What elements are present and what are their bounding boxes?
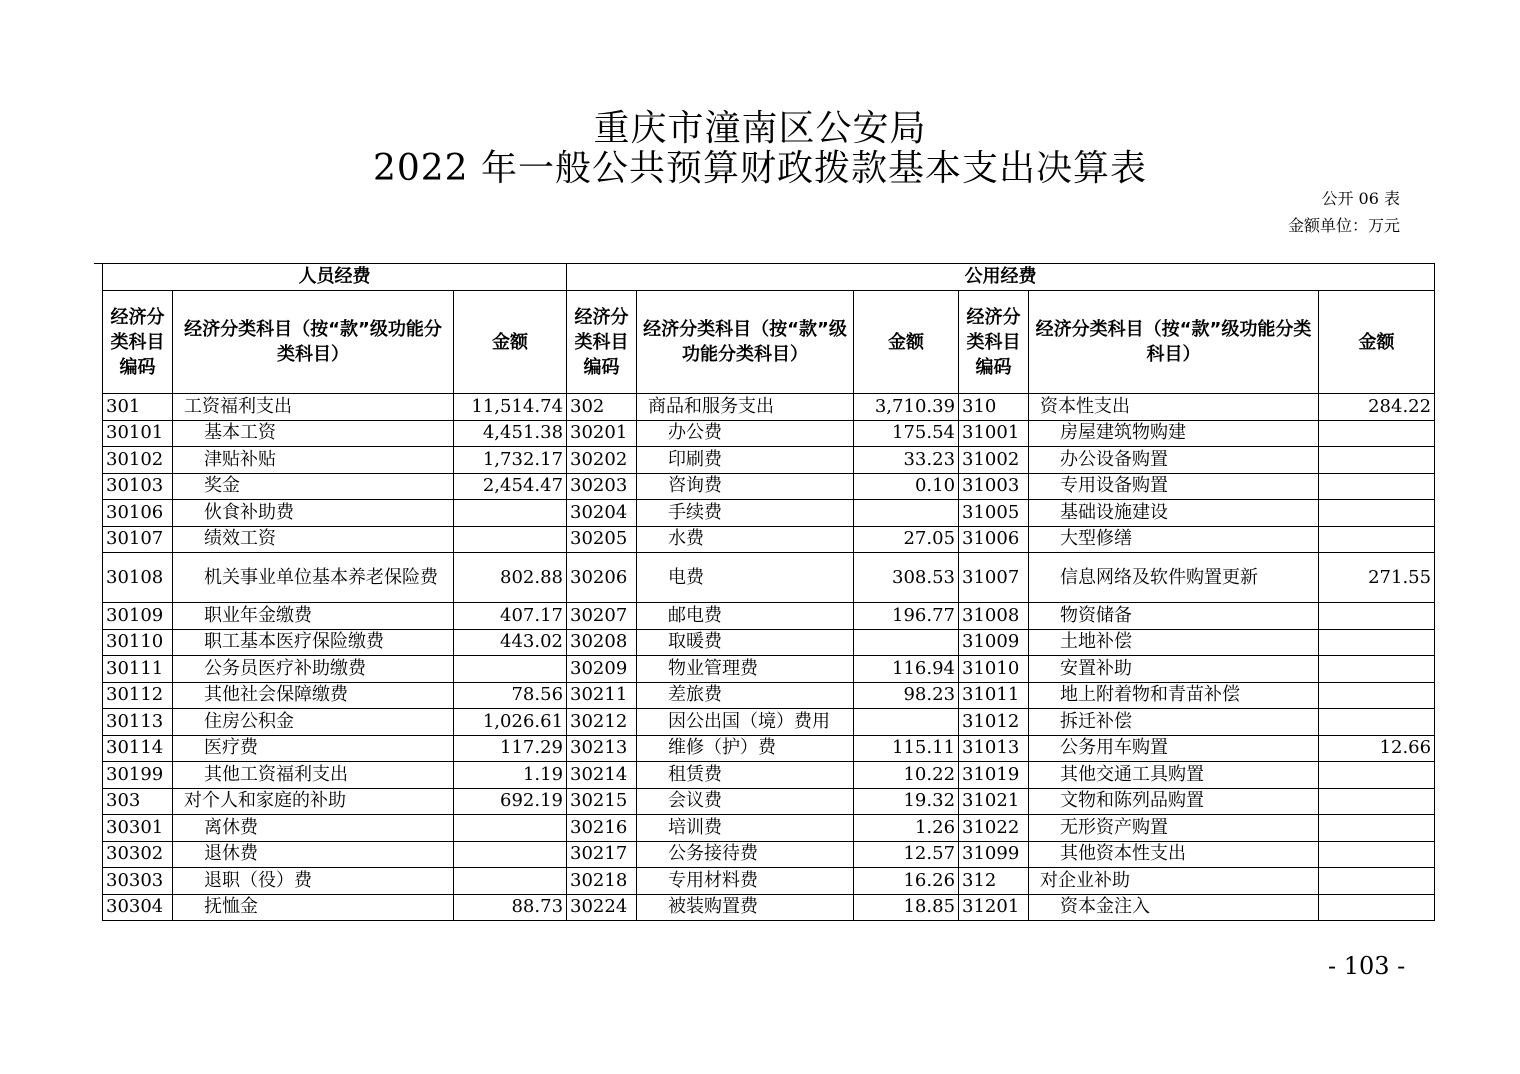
table-row (103, 526, 1435, 553)
cell-name: 专用材料费 (637, 868, 854, 895)
cell-amount (454, 815, 567, 842)
cell-amount: 16.26 (854, 868, 959, 895)
cell-name: 专用设备购置 (1029, 473, 1319, 500)
cell-name: 物资储备 (1029, 603, 1319, 630)
cell-amount (1319, 447, 1435, 474)
cell-amount (1319, 841, 1435, 868)
cell-code: 30110 (103, 629, 173, 656)
cell-code: 30101 (103, 420, 173, 447)
cell-code: 31201 (959, 894, 1029, 921)
cell-amount (1319, 420, 1435, 447)
cell-name: 公务接待费 (637, 841, 854, 868)
cell-amount: 0.10 (854, 473, 959, 500)
cell-amount: 1,732.17 (454, 447, 567, 474)
cell-amount (1319, 894, 1435, 921)
cell-code: 30207 (567, 603, 637, 630)
cell-code: 31002 (959, 447, 1029, 474)
cell-amount: 12.57 (854, 841, 959, 868)
cell-name: 维修（护）费 (637, 735, 854, 762)
cell-name: 培训费 (637, 815, 854, 842)
cell-name: 被装购置费 (637, 894, 854, 921)
cell-amount: 443.02 (454, 629, 567, 656)
cell-amount: 196.77 (854, 603, 959, 630)
cell-code: 31008 (959, 603, 1029, 630)
cell-amount: 308.53 (854, 553, 959, 603)
cell-amount: 2,454.47 (454, 473, 567, 500)
cell-amount: 175.54 (854, 420, 959, 447)
cell-amount: 692.19 (454, 788, 567, 815)
col-name-header: 经济分类科目（按“款”级功能分类科目） (1029, 291, 1319, 394)
cell-amount: 27.05 (854, 526, 959, 553)
cell-name: 物业管理费 (637, 656, 854, 683)
cell-amount: 33.23 (854, 447, 959, 474)
cell-name: 抚恤金 (173, 894, 454, 921)
cell-code: 30304 (103, 894, 173, 921)
cell-code: 31001 (959, 420, 1029, 447)
cell-code: 30111 (103, 656, 173, 683)
cell-code: 31099 (959, 841, 1029, 868)
cell-name: 大型修缮 (1029, 526, 1319, 553)
table-row (103, 553, 1435, 603)
group-personnel-header: 人员经费 (103, 264, 567, 291)
table-row (103, 473, 1435, 500)
cell-code: 30201 (567, 420, 637, 447)
col-code-header: 经济分类科目编码 (103, 291, 173, 394)
table-row (103, 815, 1435, 842)
cell-name: 退职（役）费 (173, 868, 454, 895)
cell-amount (454, 656, 567, 683)
cell-name: 职业年金缴费 (173, 603, 454, 630)
cell-name: 职工基本医疗保险缴费 (173, 629, 454, 656)
cell-amount: 10.22 (854, 762, 959, 789)
cell-code: 30205 (567, 526, 637, 553)
cell-name: 地上附着物和青苗补偿 (1029, 682, 1319, 709)
cell-amount (854, 629, 959, 656)
cell-amount (1319, 762, 1435, 789)
group-header-row (103, 264, 1435, 291)
col-amount-header: 金额 (454, 291, 567, 394)
cell-name: 津贴补贴 (173, 447, 454, 474)
cell-code: 31021 (959, 788, 1029, 815)
table-row (103, 868, 1435, 895)
cell-amount (1319, 788, 1435, 815)
cell-code: 31012 (959, 709, 1029, 736)
cell-amount (1319, 500, 1435, 527)
table-row (103, 500, 1435, 527)
cell-name: 公务用车购置 (1029, 735, 1319, 762)
cell-code: 30107 (103, 526, 173, 553)
cell-code: 30303 (103, 868, 173, 895)
cell-name: 商品和服务支出 (637, 394, 854, 421)
cell-code: 31010 (959, 656, 1029, 683)
cell-amount: 802.88 (454, 553, 567, 603)
cell-code: 31006 (959, 526, 1029, 553)
cell-name: 取暖费 (637, 629, 854, 656)
cell-amount: 1.26 (854, 815, 959, 842)
cell-name: 拆迁补偿 (1029, 709, 1319, 736)
cell-name: 印刷费 (637, 447, 854, 474)
cell-amount: 4,451.38 (454, 420, 567, 447)
cell-amount (1319, 682, 1435, 709)
cell-amount: 284.22 (1319, 394, 1435, 421)
cell-name: 其他社会保障缴费 (173, 682, 454, 709)
expenditure-table (102, 263, 1435, 921)
cell-amount (454, 526, 567, 553)
cell-name: 手续费 (637, 500, 854, 527)
cell-code: 312 (959, 868, 1029, 895)
cell-name: 咨询费 (637, 473, 854, 500)
cell-amount: 98.23 (854, 682, 959, 709)
cell-code: 30302 (103, 841, 173, 868)
cell-name: 退休费 (173, 841, 454, 868)
cell-code: 31005 (959, 500, 1029, 527)
page-title-line1: 重庆市潼南区公安局 (593, 108, 927, 149)
cell-name: 租赁费 (637, 762, 854, 789)
table-row (103, 762, 1435, 789)
cell-code: 30301 (103, 815, 173, 842)
cell-code: 302 (567, 394, 637, 421)
cell-name: 绩效工资 (173, 526, 454, 553)
cell-code: 303 (103, 788, 173, 815)
cell-amount: 117.29 (454, 735, 567, 762)
cell-name: 奖金 (173, 473, 454, 500)
cell-code: 30211 (567, 682, 637, 709)
cell-amount: 12.66 (1319, 735, 1435, 762)
cell-name: 伙食补助费 (173, 500, 454, 527)
cell-code: 30203 (567, 473, 637, 500)
col-name-header: 经济分类科目（按“款”级功能分类科目） (637, 291, 854, 394)
cell-name: 对企业补助 (1029, 868, 1319, 895)
table-row (103, 841, 1435, 868)
cell-name: 信息网络及软件购置更新 (1029, 553, 1319, 603)
cell-amount (454, 500, 567, 527)
cell-name: 邮电费 (637, 603, 854, 630)
cell-code: 30213 (567, 735, 637, 762)
table-row (103, 656, 1435, 683)
cell-amount (454, 841, 567, 868)
cell-name: 其他资本性支出 (1029, 841, 1319, 868)
cell-code: 31007 (959, 553, 1029, 603)
cell-name: 无形资产购置 (1029, 815, 1319, 842)
cell-name: 离休费 (173, 815, 454, 842)
cell-amount (1319, 603, 1435, 630)
table-row (103, 629, 1435, 656)
cell-amount: 88.73 (454, 894, 567, 921)
cell-code: 30204 (567, 500, 637, 527)
cell-code: 31009 (959, 629, 1029, 656)
table-body (103, 394, 1435, 921)
cell-name: 工资福利支出 (173, 394, 454, 421)
cell-amount: 1,026.61 (454, 709, 567, 736)
cell-amount: 271.55 (1319, 553, 1435, 603)
cell-name: 资本性支出 (1029, 394, 1319, 421)
cell-code: 30106 (103, 500, 173, 527)
cell-code: 31022 (959, 815, 1029, 842)
cell-name: 安置补助 (1029, 656, 1319, 683)
table-row (103, 447, 1435, 474)
cell-code: 30108 (103, 553, 173, 603)
cell-code: 30218 (567, 868, 637, 895)
cell-code: 30103 (103, 473, 173, 500)
cell-code: 30212 (567, 709, 637, 736)
page-title-line2: 2022 年一般公共预算财政拨款基本支出决算表 (372, 148, 1148, 189)
cell-amount: 78.56 (454, 682, 567, 709)
col-amount-header: 金额 (1319, 291, 1435, 394)
table-row (103, 394, 1435, 421)
cell-name: 土地补偿 (1029, 629, 1319, 656)
cell-name: 会议费 (637, 788, 854, 815)
cell-code: 30113 (103, 709, 173, 736)
cell-code: 31013 (959, 735, 1029, 762)
cell-code: 30109 (103, 603, 173, 630)
table-row (103, 420, 1435, 447)
cell-name: 机关事业单位基本养老保险费 (173, 553, 454, 603)
cell-code: 30199 (103, 762, 173, 789)
cell-name: 水费 (637, 526, 854, 553)
cell-name: 住房公积金 (173, 709, 454, 736)
table-row (103, 735, 1435, 762)
cell-name: 基本工资 (173, 420, 454, 447)
cell-amount: 18.85 (854, 894, 959, 921)
cell-name: 办公设备购置 (1029, 447, 1319, 474)
cell-code: 310 (959, 394, 1029, 421)
cell-code: 30102 (103, 447, 173, 474)
col-code-header: 经济分类科目编码 (959, 291, 1029, 394)
cell-amount: 3,710.39 (854, 394, 959, 421)
cell-amount (854, 709, 959, 736)
table-row (103, 894, 1435, 921)
cell-code: 30112 (103, 682, 173, 709)
cell-name: 其他交通工具购置 (1029, 762, 1319, 789)
cell-amount: 19.32 (854, 788, 959, 815)
amount-unit: 金额单位：万元 (1287, 216, 1400, 235)
table-row (103, 603, 1435, 630)
col-name-header: 经济分类科目（按“款”级功能分类科目） (173, 291, 454, 394)
cell-name: 房屋建筑物购建 (1029, 420, 1319, 447)
table-row (103, 788, 1435, 815)
cell-code: 30206 (567, 553, 637, 603)
column-header-row (103, 291, 1435, 394)
cell-code: 30224 (567, 894, 637, 921)
cell-code: 30208 (567, 629, 637, 656)
cell-amount: 11,514.74 (454, 394, 567, 421)
col-code-header: 经济分类科目编码 (567, 291, 637, 394)
cell-amount: 1.19 (454, 762, 567, 789)
cell-name: 因公出国（境）费用 (637, 709, 854, 736)
cell-name: 对个人和家庭的补助 (173, 788, 454, 815)
page-number: - 103 - (1328, 952, 1406, 980)
group-public-header: 公用经费 (567, 264, 1435, 291)
cell-name: 文物和陈列品购置 (1029, 788, 1319, 815)
cell-name: 基础设施建设 (1029, 500, 1319, 527)
cell-code: 30209 (567, 656, 637, 683)
cell-name: 资本金注入 (1029, 894, 1319, 921)
cell-name: 医疗费 (173, 735, 454, 762)
cell-name: 其他工资福利支出 (173, 762, 454, 789)
cell-code: 30217 (567, 841, 637, 868)
cell-name: 差旅费 (637, 682, 854, 709)
cell-amount: 116.94 (854, 656, 959, 683)
cell-amount (1319, 473, 1435, 500)
col-amount-header: 金额 (854, 291, 959, 394)
cell-amount (454, 868, 567, 895)
cell-amount (1319, 815, 1435, 842)
cell-code: 30215 (567, 788, 637, 815)
cell-amount (854, 500, 959, 527)
cell-code: 301 (103, 394, 173, 421)
cell-name: 公务员医疗补助缴费 (173, 656, 454, 683)
cell-name: 电费 (637, 553, 854, 603)
cell-code: 31003 (959, 473, 1029, 500)
cell-code: 31011 (959, 682, 1029, 709)
cell-amount (1319, 526, 1435, 553)
cell-code: 30214 (567, 762, 637, 789)
cell-code: 30216 (567, 815, 637, 842)
table-row (103, 682, 1435, 709)
cell-amount (1319, 656, 1435, 683)
cell-amount (1319, 629, 1435, 656)
cell-name: 办公费 (637, 420, 854, 447)
cell-amount: 115.11 (854, 735, 959, 762)
cell-code: 30114 (103, 735, 173, 762)
table-code: 公开 06 表 (1321, 189, 1400, 208)
cell-amount (1319, 709, 1435, 736)
cell-code: 30202 (567, 447, 637, 474)
table-row (103, 709, 1435, 736)
cell-code: 31019 (959, 762, 1029, 789)
cell-amount (1319, 868, 1435, 895)
cell-amount: 407.17 (454, 603, 567, 630)
